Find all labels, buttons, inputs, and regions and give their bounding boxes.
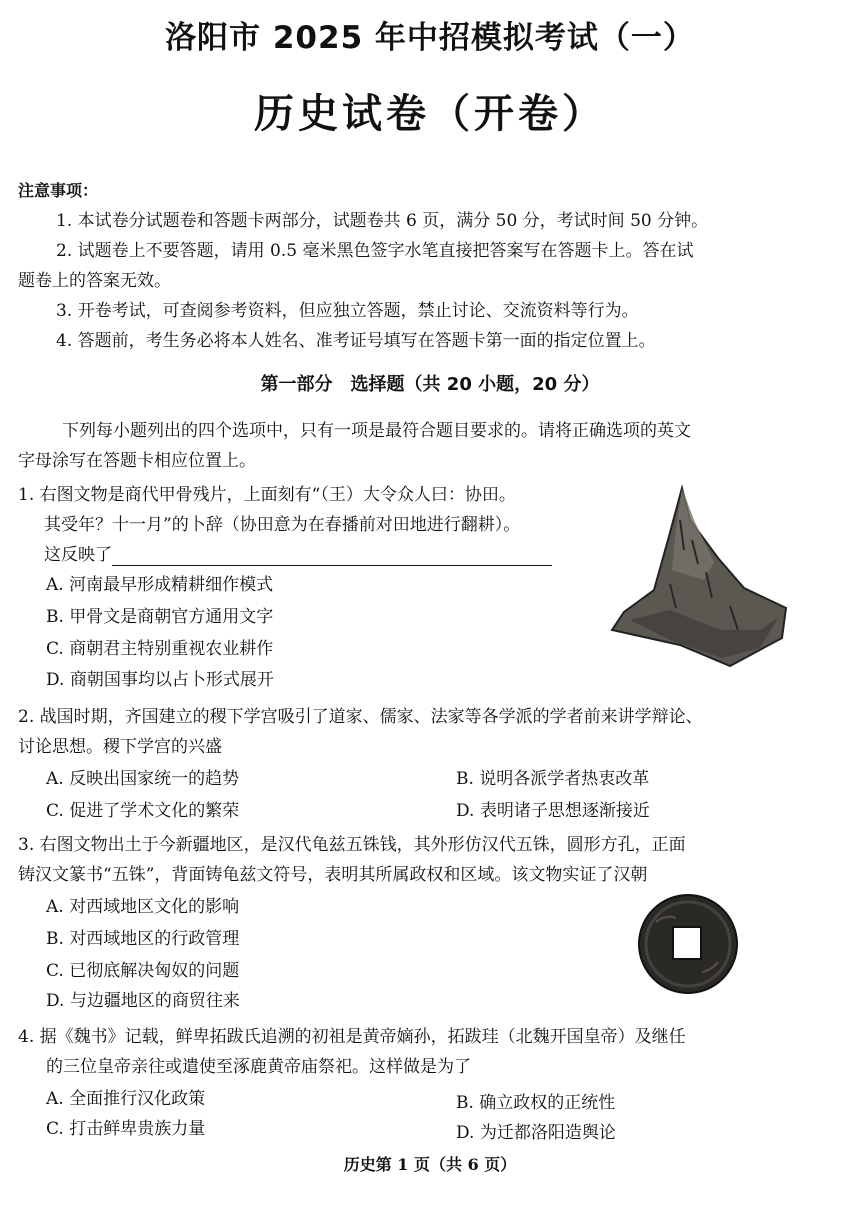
question-2-option-a: A. 反映出国家统一的趋势 [46, 769, 240, 789]
question-4-stem: 4. 据《魏书》记载，鲜卑拓跋氏追溯的初祖是黄帝嫡孙，拓跋珪（北魏开国皇帝）及继任 [18, 1027, 686, 1047]
question-1-option-a: A. 河南最早形成精耕细作模式 [46, 575, 274, 595]
question-2-option-c: C. 促进了学术文化的繁荣 [46, 801, 240, 821]
notice-item: 1. 本试卷分试题卷和答题卡两部分，试题卷共 6 页，满分 50 分，考试时间 50 分钟。 [56, 211, 709, 231]
question-1-option-d: D. 商朝国事均以占卜形式展开 [46, 670, 274, 690]
question-2-stem: 讨论思想。稷下学宫的兴盛 [18, 737, 222, 757]
notice-item: 3. 开卷考试，可查阅参考资料，但应独立答题，禁止讨论、交流资料等行为。 [56, 301, 639, 321]
exam-subtitle: 历史试卷（开卷） [254, 91, 606, 137]
question-1-stem: 这反映了 [44, 544, 552, 566]
question-3-option-d: D. 与边疆地区的商贸往来 [46, 991, 240, 1011]
answer-blank [112, 549, 552, 566]
question-2-option-d: D. 表明诸子思想逐渐接近 [456, 801, 650, 821]
section-instructions: 下列每小题列出的四个选项中，只有一项是最符合题目要求的。请将正确选项的英文 [62, 421, 691, 441]
question-1-option-b: B. 甲骨文是商朝官方通用文字 [46, 607, 274, 627]
question-4-option-c: C. 打击鲜卑贵族力量 [46, 1119, 206, 1139]
question-3-stem: 3. 右图文物出土于今新疆地区，是汉代龟兹五铢钱，其外形仿汉代五铢，圆形方孔，正面 [18, 835, 686, 855]
section-title: 第一部分 选择题（共 20 小题，20 分） [260, 374, 600, 395]
question-3-stem: 铸汉文篆书“五铢”，背面铸龟兹文符号，表明其所属政权和区域。该文物实证了汉朝 [18, 865, 648, 885]
question-4-option-b: B. 确立政权的正统性 [456, 1093, 616, 1113]
page-footer: 历史第 1 页（共 6 页） [343, 1155, 517, 1174]
question-4-option-d: D. 为迁都洛阳造舆论 [456, 1123, 616, 1143]
question-2-option-b: B. 说明各派学者热衷改革 [456, 769, 650, 789]
oracle-bone-image [610, 480, 810, 670]
question-1-option-c: C. 商朝君主特别重视农业耕作 [46, 639, 274, 659]
question-3-option-c: C. 已彻底解决匈奴的问题 [46, 961, 240, 981]
section-instructions: 字母涂写在答题卡相应位置上。 [18, 451, 256, 471]
notice-heading: 注意事项： [18, 181, 99, 200]
question-3-option-a: A. 对西域地区文化的影响 [46, 897, 240, 917]
question-1-stem: 1. 右图文物是商代甲骨残片，上面刻有“（王）大令众人曰：协田。 [18, 485, 516, 505]
notice-item: 2. 试题卷上不要答题，请用 0.5 毫米黑色签字水笔直接把答案写在答题卡上。答在试 [56, 241, 694, 261]
exam-title: 洛阳市 2025 年中招模拟考试（一） [165, 20, 695, 56]
question-1-stem: 其受年？十一月”的卜辞（协田意为在春播前对田地进行翻耕）。 [44, 515, 521, 535]
coin-image [636, 892, 740, 996]
question-4-stem: 的三位皇帝亲往或遣使至涿鹿黄帝庙祭祀。这样做是为了 [46, 1057, 471, 1077]
question-4-option-a: A. 全面推行汉化政策 [46, 1089, 206, 1109]
question-2-stem: 2. 战国时期，齐国建立的稷下学宫吸引了道家、儒家、法家等各学派的学者前来讲学辩论、 [18, 707, 703, 727]
notice-item: 题卷上的答案无效。 [18, 271, 171, 291]
notice-item: 4. 答题前，考生务必将本人姓名、准考证号填写在答题卡第一面的指定位置上。 [56, 331, 656, 351]
question-3-option-b: B. 对西域地区的行政管理 [46, 929, 240, 949]
